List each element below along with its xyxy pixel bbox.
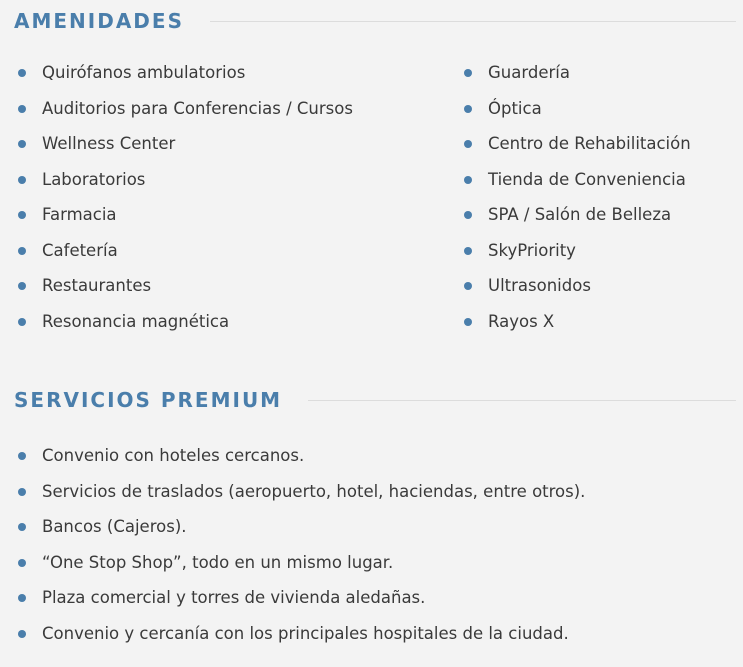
- list-item: Centro de Rehabilitación: [460, 133, 691, 169]
- bullet-icon: [18, 452, 26, 460]
- bullet-icon: [18, 594, 26, 602]
- amenidades-divider: [210, 21, 736, 22]
- list-item: “One Stop Shop”, todo en un mismo lugar.: [14, 552, 585, 588]
- list-item: Servicios de traslados (aeropuerto, hotel, haciendas, entre otros).: [14, 481, 585, 517]
- list-item: Ultrasonidos: [460, 275, 691, 311]
- premium-list: [14, 445, 585, 658]
- list-item: Guardería: [460, 62, 691, 98]
- bullet-icon: [18, 176, 26, 184]
- list-item: Farmacia: [14, 204, 353, 240]
- list-item: Wellness Center: [14, 133, 353, 169]
- bullet-icon: [18, 247, 26, 255]
- premium-header: [14, 388, 736, 412]
- bullet-icon: [18, 630, 26, 638]
- list-item: Bancos (Cajeros).: [14, 516, 585, 552]
- list-item: Rayos X: [460, 311, 691, 347]
- list-item: Quirófanos ambulatorios: [14, 62, 353, 98]
- bullet-icon: [464, 282, 472, 290]
- list-item: Resonancia magnética: [14, 311, 353, 347]
- bullet-icon: [464, 176, 472, 184]
- list-item: Cafetería: [14, 240, 353, 276]
- bullet-icon: [464, 247, 472, 255]
- amenidades-title: AMENIDADES: [14, 9, 184, 33]
- bullet-icon: [18, 318, 26, 326]
- list-item: Convenio con hoteles cercanos.: [14, 445, 585, 481]
- bullet-icon: [18, 523, 26, 531]
- bullet-icon: [464, 140, 472, 148]
- bullet-icon: [18, 211, 26, 219]
- bullet-icon: [18, 282, 26, 290]
- bullet-icon: [464, 318, 472, 326]
- amenidades-header: [14, 9, 736, 33]
- premium-divider: [308, 400, 736, 401]
- bullet-icon: [18, 559, 26, 567]
- bullet-icon: [18, 69, 26, 77]
- list-item: SkyPriority: [460, 240, 691, 276]
- list-item: Plaza comercial y torres de vivienda aledañas.: [14, 587, 585, 623]
- list-item: Óptica: [460, 98, 691, 134]
- bullet-icon: [464, 69, 472, 77]
- list-item: Tienda de Conveniencia: [460, 169, 691, 205]
- list-item: Convenio y cercanía con los principales hospitales de la ciudad.: [14, 623, 585, 659]
- list-item: Restaurantes: [14, 275, 353, 311]
- premium-title: SERVICIOS PREMIUM: [14, 388, 283, 412]
- list-item: Auditorios para Conferencias / Cursos: [14, 98, 353, 134]
- bullet-icon: [18, 488, 26, 496]
- bullet-icon: [464, 105, 472, 113]
- list-item: Laboratorios: [14, 169, 353, 205]
- amenidades-list-right: [460, 62, 691, 346]
- amenidades-list-left: [14, 62, 353, 346]
- bullet-icon: [464, 211, 472, 219]
- bullet-icon: [18, 140, 26, 148]
- list-item: SPA / Salón de Belleza: [460, 204, 691, 240]
- bullet-icon: [18, 105, 26, 113]
